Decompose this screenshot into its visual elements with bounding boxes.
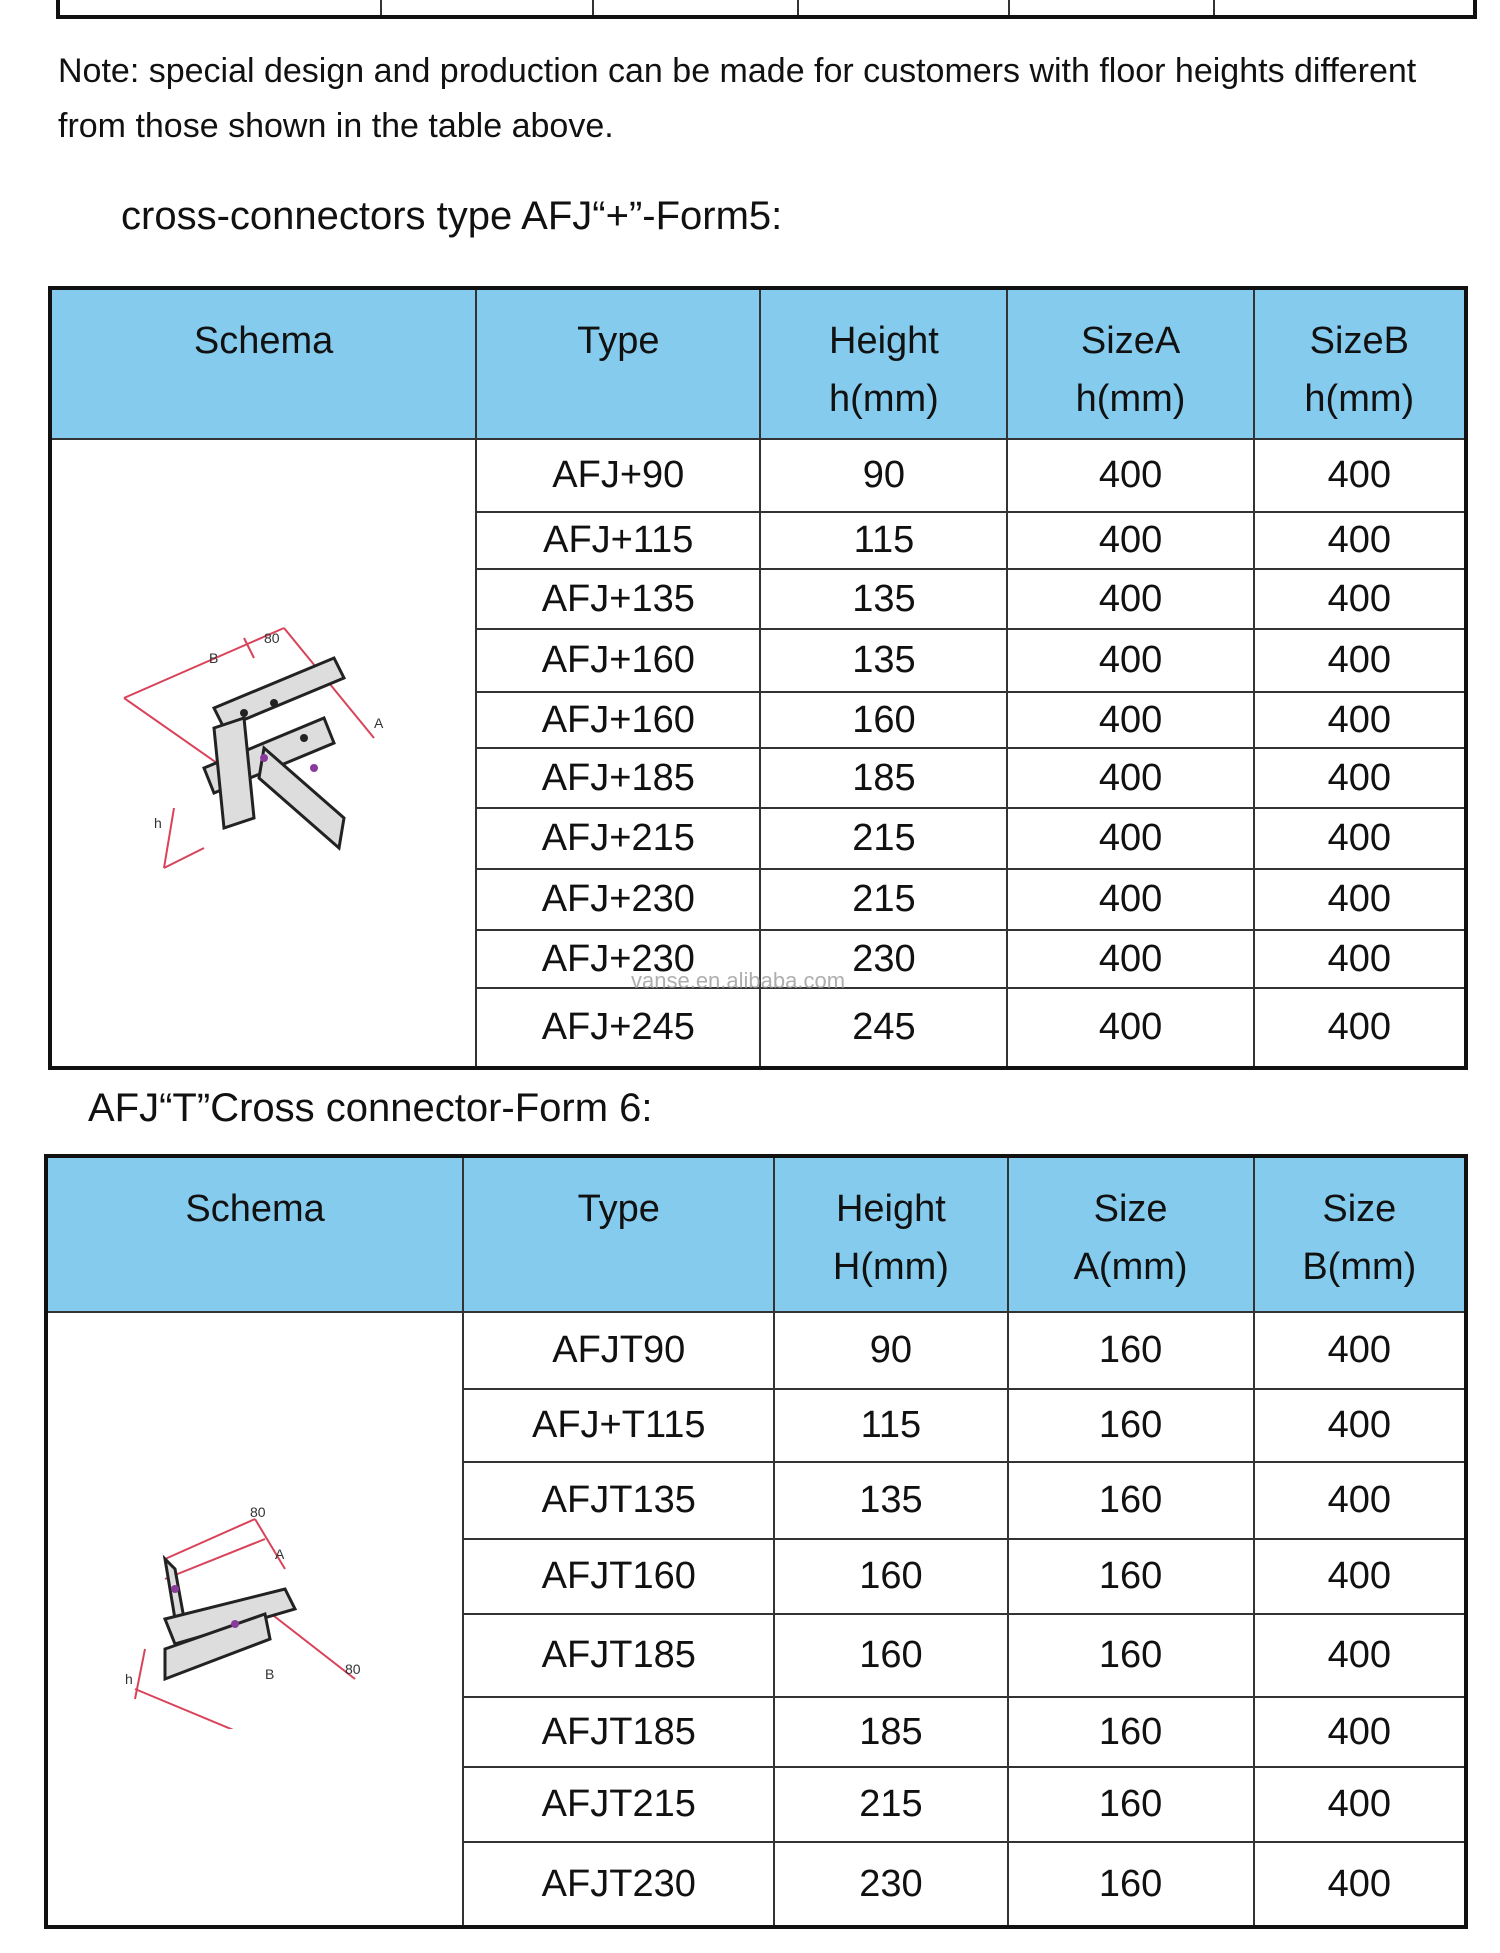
height-cell: 185 (760, 748, 1007, 808)
table-row (50, 439, 1466, 512)
height-cell: 245 (760, 988, 1007, 1068)
size-a-cell: 400 (1007, 692, 1253, 748)
svg-text:B: B (208, 650, 218, 666)
type-cell: AFJ+185 (476, 748, 760, 808)
header-row (46, 1156, 1466, 1312)
size-a-cell: 400 (1007, 439, 1253, 512)
height-cell: 115 (774, 1389, 1007, 1462)
header-line: B(mm) (1302, 1246, 1417, 1288)
header-line: Size (1322, 1188, 1397, 1230)
size-b-cell: 400 (1254, 569, 1466, 629)
type-cell: AFJT90 (463, 1312, 774, 1389)
column-header (476, 288, 760, 439)
column-header (1007, 288, 1253, 439)
schema-diagram (50, 439, 476, 1068)
size-a-cell: 160 (1008, 1767, 1254, 1842)
header-line: h(mm) (829, 378, 939, 420)
size-a-cell: 400 (1007, 512, 1253, 569)
header-line: Size (1093, 1188, 1168, 1230)
size-b-cell: 400 (1254, 1842, 1466, 1927)
height-cell: 215 (760, 808, 1007, 869)
height-cell: 160 (774, 1539, 1007, 1614)
size-b-cell: 400 (1254, 869, 1466, 930)
size-a-cell: 400 (1007, 869, 1253, 930)
svg-text:h: h (125, 1671, 133, 1687)
form6-table (44, 1154, 1468, 1929)
type-cell: AFJ+160 (476, 629, 760, 692)
svg-text:A: A (275, 1546, 285, 1562)
type-cell: AFJT230 (463, 1842, 774, 1927)
size-a-cell: 400 (1007, 748, 1253, 808)
height-cell: 135 (760, 569, 1007, 629)
type-cell: AFJ+215 (476, 808, 760, 869)
column-header (46, 1156, 463, 1312)
header-line: h(mm) (1304, 378, 1415, 420)
size-b-cell: 400 (1254, 439, 1466, 512)
schema-diagram (46, 1312, 463, 1927)
size-a-cell: 160 (1008, 1462, 1254, 1539)
height-cell: 185 (774, 1697, 1007, 1767)
section1-title: cross-connectors type AFJ“+”-Form5: (121, 194, 783, 238)
header-line: Height (835, 1188, 946, 1230)
size-a-cell: 160 (1008, 1842, 1254, 1927)
height-cell: 160 (760, 692, 1007, 748)
size-b-cell: 400 (1254, 988, 1466, 1068)
size-b-cell: 400 (1254, 629, 1466, 692)
size-b-cell: 400 (1254, 1697, 1466, 1767)
size-a-cell: 400 (1007, 629, 1253, 692)
size-a-cell: 400 (1007, 569, 1253, 629)
column-header (463, 1156, 774, 1312)
size-b-cell: 400 (1254, 1312, 1466, 1389)
header-line: Schema (193, 320, 334, 362)
height-cell: 230 (774, 1842, 1007, 1927)
header-line: Schema (185, 1188, 325, 1230)
header-row (50, 288, 1466, 439)
size-a-cell: 160 (1008, 1539, 1254, 1614)
type-cell: AFJ+230 (476, 869, 760, 930)
type-cell: AFJ+90 (476, 439, 760, 512)
size-a-cell: 160 (1008, 1697, 1254, 1767)
size-b-cell: 400 (1254, 930, 1466, 988)
svg-text:80: 80 (345, 1661, 361, 1677)
height-cell: 215 (774, 1767, 1007, 1842)
svg-text:80: 80 (263, 630, 280, 646)
table-row (46, 1312, 1466, 1389)
column-header (1254, 288, 1466, 439)
size-a-cell: 400 (1007, 988, 1253, 1068)
height-cell: 135 (760, 629, 1007, 692)
section2-title: AFJ“T”Cross connector-Form 6: (88, 1086, 653, 1130)
header-line: Height (829, 320, 939, 362)
header-line: Type (577, 1188, 660, 1230)
height-cell: 90 (760, 439, 1007, 512)
type-cell: AFJT185 (463, 1697, 774, 1767)
type-cell: AFJ+245 (476, 988, 760, 1068)
size-b-cell: 400 (1254, 512, 1466, 569)
height-cell: 135 (774, 1462, 1007, 1539)
svg-text:h: h (153, 815, 162, 831)
size-b-cell: 400 (1254, 1389, 1466, 1462)
header-line: H(mm) (832, 1246, 949, 1288)
t-connector-drawing (105, 1499, 405, 1729)
header-line: Type (577, 320, 660, 362)
type-cell: AFJ+230 (476, 930, 760, 988)
size-a-cell: 160 (1008, 1614, 1254, 1697)
size-a-cell: 400 (1007, 930, 1253, 988)
size-b-cell: 400 (1254, 1614, 1466, 1697)
height-cell: 115 (760, 512, 1007, 569)
height-cell: 90 (774, 1312, 1007, 1389)
height-cell: 215 (760, 869, 1007, 930)
svg-text:B: B (265, 1666, 275, 1682)
size-b-cell: 400 (1254, 1539, 1466, 1614)
type-cell: AFJ+115 (476, 512, 760, 569)
note-text: Note: special design and production can be made for customers with floor heights different from those shown in the table above. (58, 52, 1417, 145)
size-b-cell: 400 (1254, 748, 1466, 808)
type-cell: AFJT135 (463, 1462, 774, 1539)
header-line: SizeB (1309, 320, 1409, 362)
column-header (774, 1156, 1007, 1312)
svg-text:80: 80 (250, 1504, 266, 1520)
column-header (760, 288, 1007, 439)
size-b-cell: 400 (1254, 1767, 1466, 1842)
size-a-cell: 160 (1008, 1312, 1254, 1389)
type-cell: AFJT160 (463, 1539, 774, 1614)
header-line: SizeA (1080, 320, 1181, 362)
previous-table-bottom (56, 0, 1477, 19)
type-cell: AFJ+T115 (463, 1389, 774, 1462)
column-header (1008, 1156, 1254, 1312)
height-cell: 230 (760, 930, 1007, 988)
header-line: A(mm) (1073, 1246, 1188, 1288)
size-b-cell: 400 (1254, 692, 1466, 748)
type-cell: AFJ+135 (476, 569, 760, 629)
type-cell: AFJ+160 (476, 692, 760, 748)
size-a-cell: 160 (1008, 1389, 1254, 1462)
size-b-cell: 400 (1254, 808, 1466, 869)
size-a-cell: 400 (1007, 808, 1253, 869)
column-header (1254, 1156, 1466, 1312)
watermark: vanse.en.alibaba.com (631, 968, 846, 993)
svg-text:A: A (373, 715, 383, 731)
type-cell: AFJT215 (463, 1767, 774, 1842)
height-cell: 160 (774, 1614, 1007, 1697)
size-b-cell: 400 (1254, 1462, 1466, 1539)
column-header (50, 288, 476, 439)
form5-table (48, 286, 1468, 1070)
type-cell: AFJT185 (463, 1614, 774, 1697)
cross-connector-drawing (114, 618, 414, 878)
header-line: h(mm) (1075, 378, 1186, 420)
